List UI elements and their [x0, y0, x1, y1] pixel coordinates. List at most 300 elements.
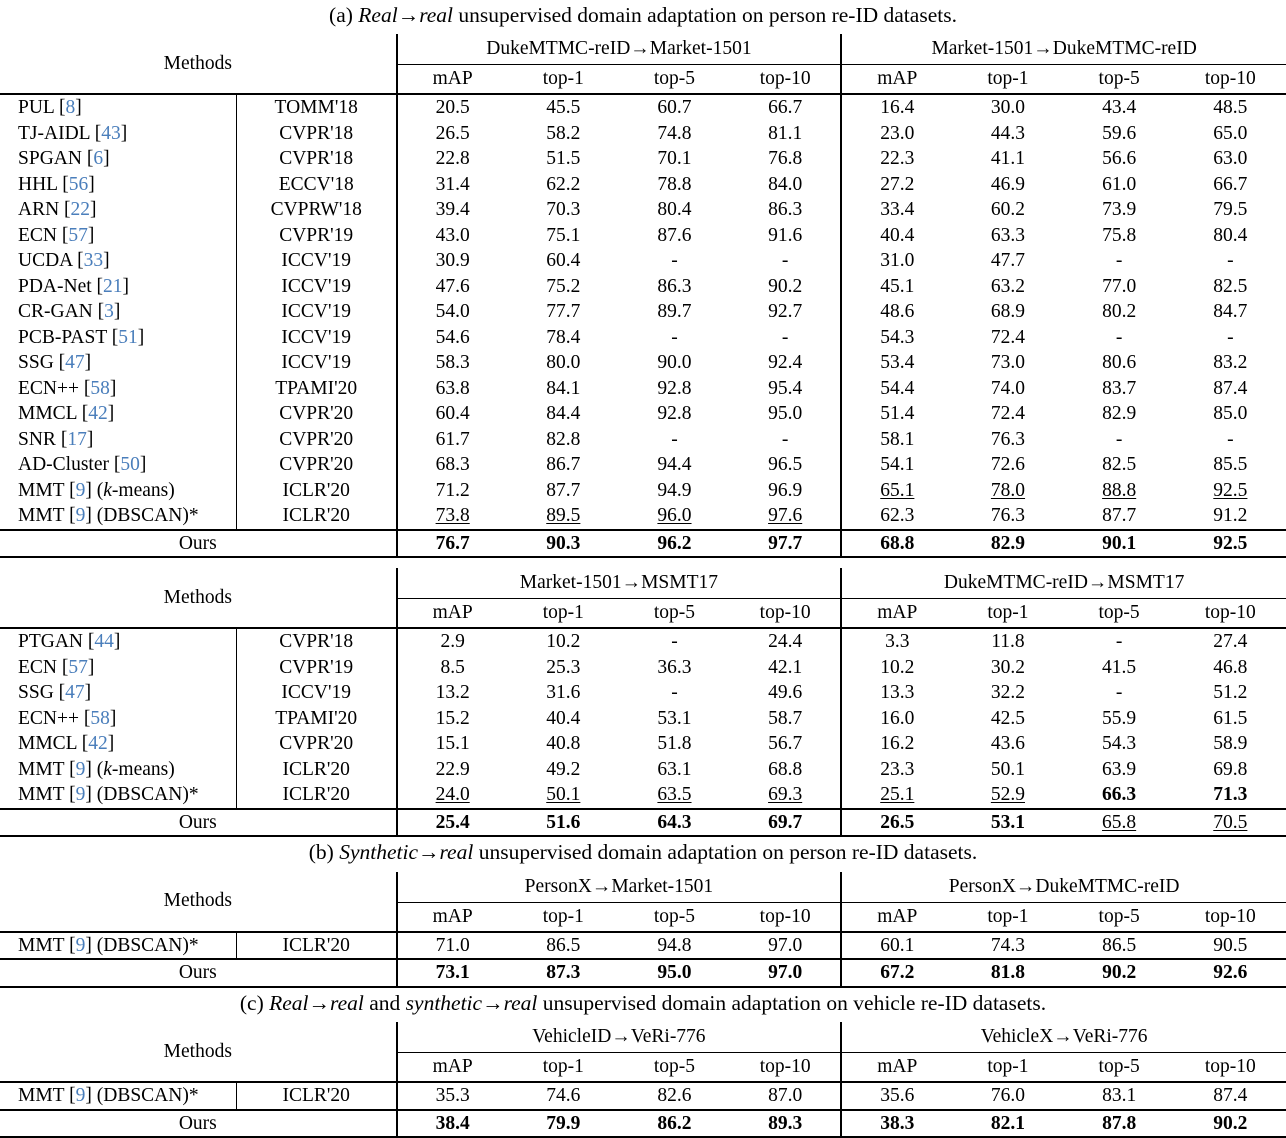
- citation-link[interactable]: 50: [120, 454, 140, 476]
- metric-value-cell: 30.2: [990, 656, 1025, 678]
- citation-bracket-open: [: [81, 733, 89, 755]
- metric-value-cell: 63.3: [990, 224, 1026, 246]
- metric-value-cell: -: [671, 682, 678, 704]
- metric-header-map-0: mAP: [397, 599, 508, 629]
- methods-header: Methods: [163, 1040, 232, 1062]
- caption-a: [0, 0, 1286, 34]
- ours-metric-value-cell: 95.0: [619, 959, 730, 987]
- method-label: MMCL: [18, 733, 82, 755]
- metric-value-cell: 90.5: [1175, 932, 1286, 960]
- metric-header-top10-1: top-10: [1175, 1053, 1286, 1083]
- table-b-body: [0, 932, 1286, 960]
- citation-link[interactable]: 21: [103, 275, 123, 297]
- metric-value-cell: 77.7: [546, 301, 581, 323]
- ours-label: Ours: [0, 530, 397, 558]
- venue-cell: ICLR'20: [236, 932, 396, 960]
- metric-header-top5-0: top-5: [619, 599, 730, 629]
- table-a1-header: [0, 34, 1286, 94]
- method-label: SSG: [18, 682, 59, 704]
- metric-header-top1-0: top-1: [508, 65, 619, 95]
- metric-value-cell: 83.2: [1213, 352, 1248, 374]
- metric-value-cell: 56.7: [768, 733, 803, 755]
- method-label: SPGAN: [18, 148, 87, 170]
- method-label: MMT: [18, 505, 70, 527]
- metric-value-cell: 35.3: [397, 1082, 508, 1110]
- metric-value-cell: -: [671, 250, 678, 272]
- metric-value-cell: 60.4: [397, 401, 508, 427]
- metric-value-cell: 31.4: [397, 172, 508, 198]
- metric-header-map-0: mAP: [397, 902, 508, 932]
- venue-cell: TPAMI'20: [236, 706, 396, 732]
- table-row: [0, 248, 1286, 274]
- venue-cell: CVPR'19: [236, 223, 396, 249]
- metric-value-cell: 92.8: [657, 403, 692, 425]
- metric-value-cell: 22.8: [397, 146, 508, 172]
- metric-value-cell: -: [619, 628, 730, 655]
- method-name-cell: [0, 376, 236, 402]
- group-header-row: [0, 568, 1286, 599]
- citation-link[interactable]: 6: [93, 148, 104, 170]
- metric-header-top1-1: top-1: [952, 599, 1063, 629]
- metric-value-cell: 91.2: [1213, 505, 1248, 527]
- metric-value-cell: 68.8: [768, 758, 803, 780]
- venue-cell: ICLR'20: [236, 1082, 396, 1110]
- metric-header-top10-0: top-10: [730, 65, 841, 95]
- method-suffix: (DBSCAN)*: [91, 505, 199, 527]
- citation-link[interactable]: 47: [65, 352, 85, 374]
- method-name-cell: [0, 706, 236, 732]
- method-name-cell: [0, 197, 236, 223]
- metric-value-cell: -: [781, 428, 789, 450]
- citation-bracket-close: ]: [103, 250, 110, 272]
- ours-metric-value-cell: 70.5: [1175, 809, 1286, 837]
- citation-bracket-close: ]: [107, 403, 115, 425]
- metric-value-cell: 52.9: [990, 784, 1025, 806]
- ours-metric-value-cell: 38.4: [397, 1110, 508, 1138]
- citation-link[interactable]: 56: [68, 173, 89, 195]
- citation-bracket-close: ]: [88, 173, 95, 195]
- table-row: [0, 452, 1286, 478]
- method-name-cell: [0, 121, 236, 147]
- citation-link[interactable]: 17: [67, 428, 87, 450]
- metric-value-cell: 46.8: [1213, 656, 1248, 678]
- metric-value-cell: 40.8: [546, 733, 581, 755]
- metric-value-cell: 83.1: [1064, 1082, 1175, 1110]
- table-a-msmt17: [0, 568, 1286, 837]
- metric-header-top10-1: top-10: [1175, 902, 1286, 932]
- metric-value-cell: 75.8: [1102, 224, 1137, 246]
- metric-value-cell: 70.3: [546, 199, 581, 221]
- metric-value-cell: 96.9: [768, 479, 803, 501]
- caption-c: [0, 988, 1286, 1022]
- metric-value-cell: 84.7: [1213, 301, 1248, 323]
- metric-value-cell: 70.1: [657, 148, 692, 170]
- metric-value-cell: 27.2: [841, 172, 952, 198]
- metric-value-cell: 40.4: [841, 223, 952, 249]
- metric-value-cell: -: [671, 326, 678, 348]
- citation-bracket-close: ]: [85, 505, 92, 527]
- method-label: MMT: [18, 934, 70, 956]
- metric-header-top5-1: top-5: [1064, 902, 1175, 932]
- table-row: [0, 146, 1286, 172]
- citation-bracket-close: ]: [86, 428, 94, 450]
- ours-metric-value-cell: 92.5: [1175, 530, 1286, 558]
- citation-link[interactable]: 3: [104, 301, 114, 323]
- metric-value-cell: 58.1: [841, 427, 952, 453]
- citation-bracket-close: ]: [85, 934, 92, 956]
- metric-value-cell: 15.2: [397, 706, 508, 732]
- methods-header: Methods: [163, 52, 232, 74]
- metric-value-cell: 92.7: [768, 301, 803, 323]
- ours-metric-value-cell: 51.6: [508, 809, 619, 837]
- metric-value-cell: 51.2: [1213, 682, 1248, 704]
- metric-value-cell: 89.5: [546, 505, 581, 527]
- citation-bracket-open: [: [59, 97, 66, 119]
- metric-value-cell: 31.6: [546, 682, 581, 704]
- metric-value-cell: 41.1: [990, 148, 1026, 170]
- citation-bracket-open: [: [96, 275, 104, 297]
- metric-value-cell: 85.5: [1213, 454, 1248, 476]
- metric-value-cell: 76.0: [952, 1082, 1063, 1110]
- metric-value-cell: -: [671, 428, 678, 450]
- venue-cell: ICCV'19: [236, 274, 396, 300]
- metric-value-cell: -: [1064, 628, 1175, 655]
- citation-bracket-open: [: [64, 199, 71, 221]
- citation-bracket-open: [: [69, 784, 76, 806]
- table-row: [0, 628, 1286, 655]
- table-row: [0, 655, 1286, 681]
- citation-bracket-open: [: [111, 326, 119, 348]
- metric-value-cell: 58.3: [397, 350, 508, 376]
- metric-value-cell: -: [781, 326, 789, 348]
- venue-cell: ECCV'18: [236, 172, 396, 198]
- method-name-cell: [0, 932, 236, 960]
- metric-value-cell: 50.1: [990, 758, 1025, 780]
- method-label: PCB-PAST: [18, 326, 112, 348]
- metric-value-cell: 25.1: [841, 782, 952, 809]
- section-gap-1: [0, 558, 1286, 568]
- metric-value-cell: 72.4: [990, 326, 1026, 348]
- table-row: [0, 427, 1286, 453]
- metric-value-cell: 54.4: [841, 376, 952, 402]
- table-row: [0, 274, 1286, 300]
- method-name-cell: [0, 325, 236, 351]
- metric-value-cell: -: [781, 250, 789, 272]
- citation-bracket-open: [: [69, 505, 76, 527]
- metric-value-cell: 87.4: [1175, 1082, 1286, 1110]
- citation-bracket-open: [: [69, 758, 76, 780]
- ours-metric-value-cell: 25.4: [397, 809, 508, 837]
- group-header-row: [0, 872, 1286, 903]
- metric-value-cell: 39.4: [397, 197, 508, 223]
- table-row: [0, 478, 1286, 504]
- citation-bracket-open: [: [83, 707, 91, 729]
- metric-value-cell: 87.7: [546, 479, 581, 501]
- metric-value-cell: 83.7: [1102, 377, 1137, 399]
- metric-header-map-1: mAP: [841, 599, 952, 629]
- metric-value-cell: 35.6: [841, 1082, 952, 1110]
- metric-value-cell: 97.6: [768, 505, 803, 527]
- citation-bracket-open: [: [86, 148, 94, 170]
- method-name-cell: [0, 401, 236, 427]
- citation-link[interactable]: 9: [75, 758, 86, 780]
- citation-bracket-open: [: [58, 682, 66, 704]
- ours-metric-value-cell: 90.2: [1064, 959, 1175, 987]
- metric-value-cell: 54.1: [841, 452, 952, 478]
- table-row: [0, 782, 1286, 809]
- metric-value-cell: 11.8: [952, 628, 1063, 655]
- metric-value-cell: 13.3: [841, 680, 952, 706]
- caption-c-prefix: (c): [239, 990, 270, 1015]
- metric-value-cell: 95.4: [768, 377, 803, 399]
- metric-value-cell: -: [1115, 250, 1123, 272]
- table-row: [0, 94, 1286, 121]
- venue-cell: ICLR'20: [236, 757, 396, 783]
- metric-value-cell: 86.3: [768, 199, 803, 221]
- citation-bracket-open: [: [97, 301, 105, 323]
- metric-value-cell: -: [1115, 326, 1123, 348]
- citation-link[interactable]: 44: [94, 631, 114, 653]
- metric-value-cell: 82.8: [546, 428, 581, 450]
- table-row: [0, 197, 1286, 223]
- metric-header-top1-1: top-1: [952, 902, 1063, 932]
- group-header-1: PersonX→DukeMTMC-reID: [841, 872, 1286, 903]
- citation-bracket-close: ]: [85, 479, 92, 501]
- citation-link[interactable]: 58: [90, 707, 110, 729]
- citation-bracket-close: ]: [137, 326, 145, 348]
- metric-value-cell: 23.3: [841, 757, 952, 783]
- metric-value-cell: 56.6: [1102, 148, 1137, 170]
- caption-b: [0, 837, 1286, 871]
- metric-value-cell: 90.2: [768, 275, 803, 297]
- table-row: [0, 731, 1286, 757]
- table-row: [0, 503, 1286, 530]
- metric-value-cell: 51.8: [657, 733, 692, 755]
- citation-link[interactable]: 42: [88, 403, 108, 425]
- citation-bracket-open: [: [61, 656, 69, 678]
- table-row: [0, 121, 1286, 147]
- ours-metric-value-cell: 89.3: [730, 1110, 841, 1138]
- citation-bracket-close: ]: [84, 682, 92, 704]
- metric-value-cell: 60.4: [546, 250, 581, 272]
- metric-value-cell: 76.3: [990, 505, 1026, 527]
- table-row: [0, 325, 1286, 351]
- metric-value-cell: 68.3: [397, 452, 508, 478]
- ours-row: [0, 959, 1286, 987]
- metric-value-cell: 87.4: [1213, 377, 1248, 399]
- table-a-real-to-real: [0, 34, 1286, 558]
- citation-link[interactable]: 9: [75, 479, 86, 501]
- metric-value-cell: 62.3: [841, 503, 952, 530]
- table-c-ours: [0, 1110, 1286, 1138]
- metric-value-cell: 96.5: [768, 454, 803, 476]
- method-name-cell: [0, 452, 236, 478]
- ours-metric-value-cell: 64.3: [619, 809, 730, 837]
- metric-value-cell: 71.3: [1213, 784, 1248, 806]
- metric-value-cell: 27.4: [1175, 628, 1286, 655]
- citation-link[interactable]: 57: [68, 224, 88, 246]
- metric-value-cell: 45.5: [508, 94, 619, 121]
- method-label: MMT: [18, 758, 70, 780]
- metric-value-cell: 86.5: [508, 932, 619, 960]
- citation-bracket-close: ]: [85, 1085, 92, 1107]
- metric-value-cell: 30.9: [397, 248, 508, 274]
- ours-metric-value-cell: 87.3: [508, 959, 619, 987]
- metric-value-cell: 74.0: [990, 377, 1026, 399]
- citation-link[interactable]: 58: [90, 377, 110, 399]
- citation-link[interactable]: 9: [75, 784, 86, 806]
- metric-header-top1-0: top-1: [508, 902, 619, 932]
- citation-link[interactable]: 9: [75, 505, 86, 527]
- citation-bracket-close: ]: [122, 275, 130, 297]
- method-name-cell: [0, 299, 236, 325]
- metric-value-cell: 65.0: [1213, 122, 1248, 144]
- metric-value-cell: 50.1: [546, 784, 581, 806]
- metric-value-cell: 86.3: [657, 275, 692, 297]
- metric-value-cell: 10.2: [508, 628, 619, 655]
- metric-header-top10-1: top-10: [1175, 65, 1286, 95]
- venue-cell: ICCV'19: [236, 299, 396, 325]
- metric-value-cell: 33.4: [841, 197, 952, 223]
- metric-value-cell: 54.0: [397, 299, 508, 325]
- metric-value-cell: 92.5: [1213, 479, 1248, 501]
- metric-header-top5-0: top-5: [619, 1053, 730, 1083]
- metric-value-cell: 84.4: [546, 403, 581, 425]
- venue-cell: TOMM'18: [236, 94, 396, 121]
- metric-value-cell: 47.6: [397, 274, 508, 300]
- caption-c-italic-1: Real→real: [269, 990, 364, 1015]
- method-label: UCDA: [18, 250, 78, 272]
- ours-metric-value-cell: 82.9: [952, 530, 1063, 558]
- ours-label: Ours: [0, 809, 397, 837]
- metric-header-top10-0: top-10: [730, 902, 841, 932]
- metric-value-cell: 90.0: [657, 352, 692, 374]
- ours-metric-value-cell: 76.7: [397, 530, 508, 558]
- metric-value-cell: 96.0: [657, 505, 692, 527]
- method-suffix: (k-means): [91, 758, 175, 780]
- citation-bracket-close: ]: [113, 301, 121, 323]
- methods-header: Methods: [163, 890, 232, 912]
- metric-value-cell: 66.3: [1102, 784, 1137, 806]
- table-b-header: [0, 872, 1286, 932]
- method-name-cell: [0, 782, 236, 809]
- citation-link[interactable]: 8: [65, 97, 76, 119]
- caption-c-mid: and: [363, 990, 406, 1015]
- metric-value-cell: 72.6: [990, 454, 1026, 476]
- metric-value-cell: 54.3: [841, 325, 952, 351]
- table-b-synthetic-to-real: [0, 872, 1286, 988]
- caption-c-suffix: unsupervised domain adaptation on vehicle re-ID datasets.: [537, 990, 1047, 1015]
- metric-value-cell: 92.4: [768, 352, 803, 374]
- metric-header-map-1: mAP: [841, 65, 952, 95]
- metric-value-cell: 94.4: [657, 454, 692, 476]
- table-a1-body: [0, 94, 1286, 530]
- method-name-cell: [0, 172, 236, 198]
- citation-link[interactable]: 22: [70, 199, 91, 221]
- citation-bracket-open: [: [83, 377, 91, 399]
- citation-link[interactable]: 51: [118, 326, 138, 348]
- metric-value-cell: 41.5: [1102, 656, 1137, 678]
- metric-value-cell: 82.5: [1213, 275, 1248, 297]
- citation-link[interactable]: 9: [75, 934, 86, 956]
- metric-value-cell: 74.3: [952, 932, 1063, 960]
- metric-value-cell: 25.3: [546, 656, 581, 678]
- ours-metric-value-cell: 90.2: [1175, 1110, 1286, 1138]
- metric-value-cell: 95.0: [768, 403, 803, 425]
- method-name-cell: [0, 350, 236, 376]
- table-row: [0, 350, 1286, 376]
- metric-header-top10-0: top-10: [730, 599, 841, 629]
- table-row: [0, 757, 1286, 783]
- metric-value-cell: 63.1: [657, 758, 692, 780]
- method-label: MMCL: [18, 403, 82, 425]
- citation-bracket-open: [: [58, 352, 66, 374]
- caption-b-suffix: unsupervised domain adaptation on person re-ID datasets.: [473, 840, 978, 865]
- metric-value-cell: 78.8: [657, 173, 692, 195]
- ours-metric-value-cell: 82.1: [952, 1110, 1063, 1138]
- metric-value-cell: 82.9: [1102, 403, 1137, 425]
- method-label: SSG: [18, 352, 59, 374]
- metric-value-cell: 44.3: [990, 122, 1026, 144]
- metric-value-cell: 48.5: [1175, 94, 1286, 121]
- method-label: TJ-AIDL: [18, 122, 95, 144]
- metric-value-cell: 42.5: [990, 707, 1025, 729]
- citation-bracket-close: ]: [139, 454, 147, 476]
- metric-value-cell: 73.0: [990, 352, 1026, 374]
- venue-cell: CVPR'20: [236, 427, 396, 453]
- venue-cell: CVPR'20: [236, 731, 396, 757]
- ours-metric-value-cell: 38.3: [841, 1110, 952, 1138]
- metric-value-cell: 43.4: [1064, 94, 1175, 121]
- citation-bracket-close: ]: [75, 97, 82, 119]
- citation-bracket-open: [: [69, 479, 76, 501]
- method-label: PDA-Net: [18, 275, 97, 297]
- ours-metric-value-cell: 79.9: [508, 1110, 619, 1138]
- metric-value-cell: -: [1227, 428, 1234, 450]
- metric-value-cell: 45.1: [841, 274, 952, 300]
- venue-cell: ICCV'19: [236, 248, 396, 274]
- citation-link[interactable]: 9: [75, 1085, 86, 1107]
- ours-row: [0, 809, 1286, 837]
- metric-value-cell: 73.8: [397, 503, 508, 530]
- metric-value-cell: 60.1: [841, 932, 952, 960]
- metric-value-cell: 54.6: [397, 325, 508, 351]
- metric-value-cell: 65.1: [841, 478, 952, 504]
- metric-value-cell: 36.3: [657, 656, 692, 678]
- citation-link[interactable]: 33: [83, 250, 104, 272]
- caption-a-prefix: (a): [329, 3, 359, 27]
- method-label: ARN: [18, 199, 65, 221]
- metric-value-cell: 85.0: [1213, 403, 1248, 425]
- citation-link[interactable]: 42: [88, 733, 108, 755]
- citation-link[interactable]: 57: [68, 656, 88, 678]
- table-a2-ours: [0, 809, 1286, 838]
- citation-bracket-close: ]: [87, 656, 95, 678]
- citation-link[interactable]: 43: [101, 122, 121, 144]
- metric-value-cell: 54.3: [1102, 733, 1137, 755]
- metric-value-cell: 80.2: [1102, 301, 1137, 323]
- group-header-row: [0, 1022, 1286, 1053]
- metric-value-cell: 78.4: [546, 326, 581, 348]
- venue-cell: CVPR'18: [236, 628, 396, 655]
- metric-value-cell: 87.6: [657, 224, 692, 246]
- metric-value-cell: 23.0: [841, 121, 952, 147]
- method-name-cell: [0, 757, 236, 783]
- metric-value-cell: 31.0: [841, 248, 952, 274]
- group-header-1: VehicleX→VeRi-776: [841, 1022, 1286, 1053]
- citation-link[interactable]: 47: [65, 682, 85, 704]
- metric-value-cell: 49.6: [768, 682, 803, 704]
